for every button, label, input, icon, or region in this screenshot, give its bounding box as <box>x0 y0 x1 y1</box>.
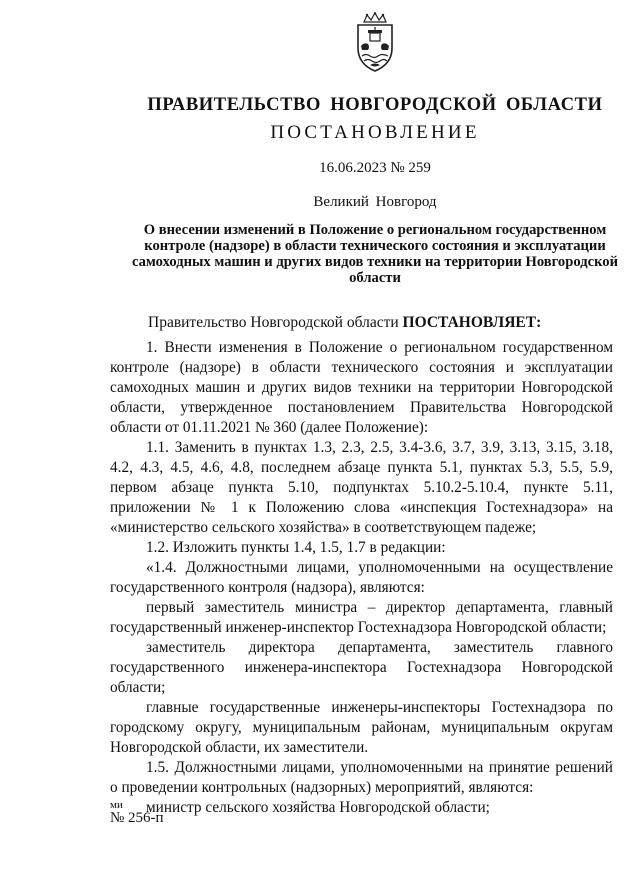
paragraph: 1. Внести изменения в Положение о региональном государственном контроле (надзоре) в области технического состояния и эксплуатации самоходных машин и других видов техники на территории Новгородской области, утвержденное постановлением Правительства Новгородской области от 01.11.2021 № 360 (далее Положение): <box>110 339 613 436</box>
footer-number: № 256-п <box>110 810 164 826</box>
document-type: ПОСТАНОВЛЕНИЕ <box>270 122 480 143</box>
preamble-keyword: ПОСТАНОВЛЯЕТ: <box>402 314 542 331</box>
document-subject: О внесении изменений в Положение о региональном государственном контроле (надзоре) в области технического состояния и эксплуатации самоходных машин и других видов техники на территории Новгородской области <box>131 222 618 286</box>
footer-code: ми <box>110 799 123 811</box>
paragraph: 1.1. Заменить в пунктах 1.3, 2.3, 2.5, 3.4-3.6, 3.7, 3.9, 3.13, 3.15, 3.18, 4.2, 4.3, 4.5, 4.6, 4.8, последнем абзаце пункта 5.1, пунктах 5.3, 5.5, 5.9, первом абзаце пункта 5.10, подпунктах 5.10.2-5.10.4, пункте 5.11, приложении № 1 к Положению слова «инспекция Гостехнадзора» на «министерство сельского хозяйства» в соответствующем падеже; <box>110 439 613 536</box>
preamble-text: Правительство Новгородской области <box>148 314 403 331</box>
paragraph: министр сельского хозяйства Новгородской области; <box>146 799 490 816</box>
document-date-number: 16.06.2023 № 259 <box>319 160 431 176</box>
paragraph: первый заместитель министра – директор департамента, главный государственный инженер-инспектор Гостехнадзора Новгородской области; <box>110 599 613 636</box>
paragraph: «1.4. Должностными лицами, уполномоченными на осуществление государственного контроля (надзора), являются: <box>110 559 613 596</box>
paragraph: 1.5. Должностными лицами, уполномоченными на принятие решений о проведении контрольных (надзорных) мероприятий, являются: <box>110 759 613 796</box>
coat-of-arms-icon <box>350 12 400 74</box>
government-name: ПРАВИТЕЛЬСТВО НОВГОРОДСКОЙ ОБЛАСТИ <box>147 95 603 115</box>
preamble <box>148 314 541 332</box>
paragraph: главные государственные инженеры-инспекторы Гостехнадзора по городскому округу, муниципальным районам, муниципальным округам Новгородской области, их заместители. <box>110 699 613 756</box>
paragraph: заместитель директора департамента, заместитель главного государственного инженера-инспектора Гостехнадзора Новгородской области; <box>110 639 613 696</box>
document-body <box>110 338 613 818</box>
paragraph: 1.2. Изложить пункты 1.4, 1.5, 1.7 в редакции: <box>146 539 446 556</box>
document-place: Великий Новгород <box>313 194 437 210</box>
